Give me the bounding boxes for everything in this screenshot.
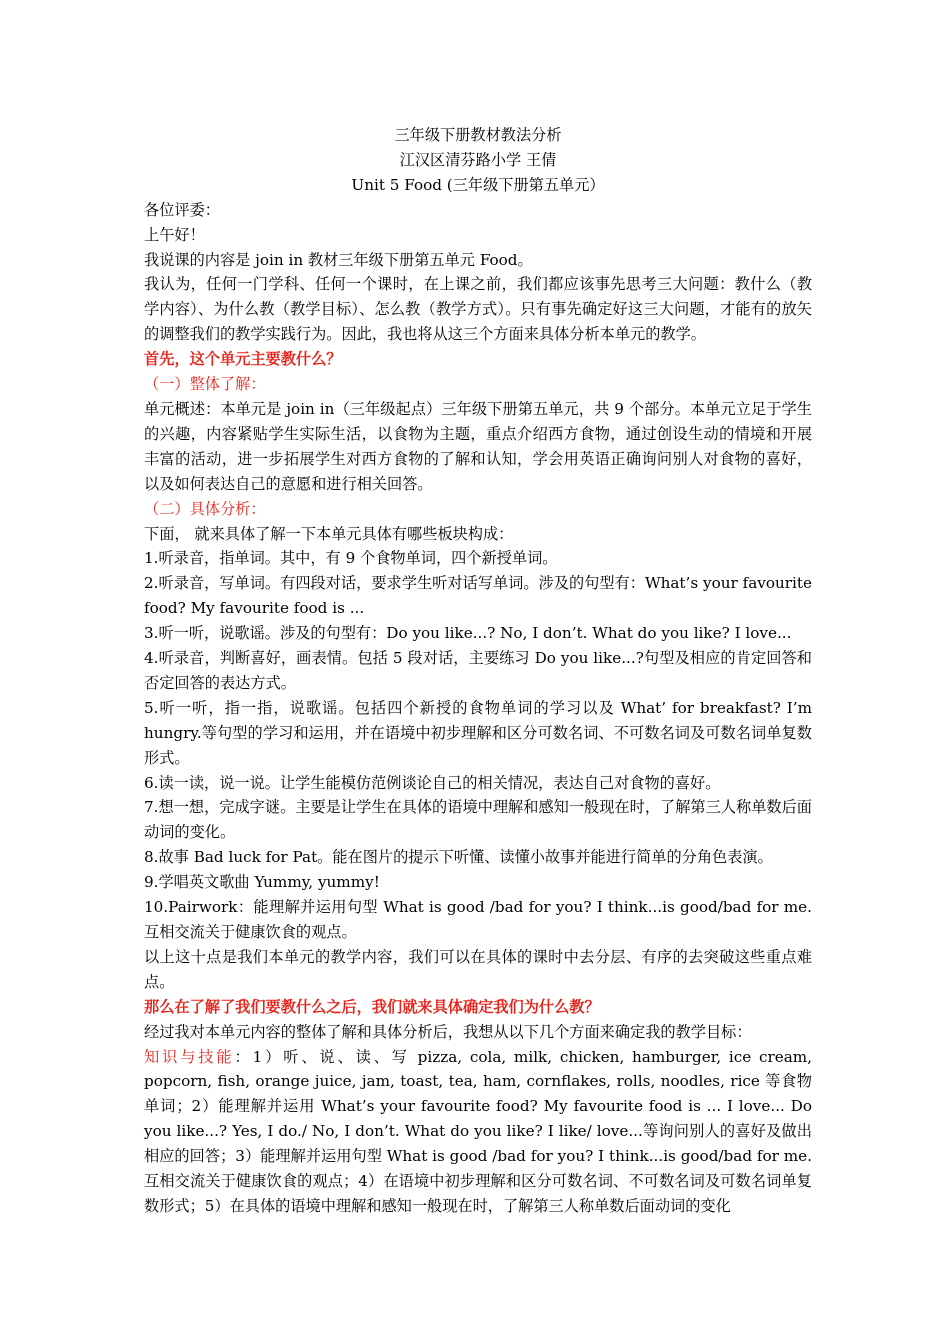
list-item: 3.听一听，说歌谣。涉及的句型有：Do you like...? No, I don’t. What do you like? I love... <box>144 624 792 643</box>
section-heading-why: 那么在了解了我们要教什么之后，我们就来具体确定我们为什么教？ <box>144 997 600 1016</box>
subheading-detail: （二）具体分析： <box>144 499 266 518</box>
morning-greeting: 上午好！ <box>144 225 205 244</box>
unit-line: Unit 5 Food (三年级下册第五单元） <box>351 175 605 194</box>
overview-paragraph: 单元概述：本单元是 join in（三年级起点）三年级下册第五单元，共 9 个部分。本单元立足于学生的兴趣，内容紧贴学生实际生活，以食物为主题，重点介绍西方食物，通过创设生动的情境和开展丰富的活动，进一步拓展学生对西方食物的了解和认知，学会用英语正确询问别人对食物的喜好，以及如何表达自己的意愿和进行相关回答。 <box>144 399 812 493</box>
knowledge-skills-paragraph <box>144 1045 812 1219</box>
goals-intro: 经过我对本单元内容的整体了解和具体分析后，我想从以下几个方面来确定我的教学目标： <box>144 1022 752 1041</box>
subheading-overview: （一）整体了解： <box>144 375 266 394</box>
document-title: 三年级下册教材教法分析 <box>394 126 562 144</box>
list-item: 9.学唱英文歌曲 Yummy, yummy! <box>144 873 380 892</box>
section-heading-what: 首先，这个单元主要教什么？ <box>144 350 342 369</box>
document-page <box>144 123 812 1219</box>
list-item: 6.读一读，说一说。让学生能模仿范例谈论自己的相关情况，表达自己对食物的喜好。 <box>144 773 721 792</box>
knowledge-skills-label: 知识与技能 <box>144 1047 235 1066</box>
summary-paragraph: 以上这十点是我们本单元的教学内容，我们可以在具体的课时中去分层、有序的去突破这些重点难点。 <box>144 947 812 991</box>
list-item: 7.想一想，完成字谜。主要是让学生在具体的语境中理解和感知一般现在时，了解第三人称单数后面动词的变化。 <box>144 798 812 842</box>
three-questions-paragraph: 我认为，任何一门学科、任何一个课时，在上课之前，我们都应该事先思考三大问题：教什么（教学内容）、为什么教（教学目标）、怎么教（教学方式）。只有事先确定好这三大问题，才能有的放矢的调整我们的教学实践行为。因此，我也将从这三个方面来具体分析本单元的教学。 <box>144 275 812 344</box>
list-item: 4.听录音，判断喜好，画表情。包括 5 段对话，主要练习 Do you like...?句型及相应的肯定回答和否定回答的表达方式。 <box>144 649 812 692</box>
list-item: 1.听录音，指单词。其中，有 9 个食物单词，四个新授单词。 <box>144 549 558 568</box>
detail-intro: 下面， 就来具体了解一下本单元具体有哪些板块构成： <box>144 524 514 543</box>
greeting: 各位评委： <box>144 200 220 219</box>
knowledge-skills-text: ：1）听、说、读、写 pizza, cola, milk, chicken, hamburger, ice cream, popcorn, fish, orange juice, jam, toast, tea, ham, cornflakes, rolls, noodles, rice 等食物单词；2）能理解并运用 What’s your favourite food? My favourite food is ... I love... Do you like...? Yes, I do./ No, I don’t. What do you like? I like/ love...等询问别人的喜好及做出相应的回答；3）能理解并运用句型 What is good /bad for you? I think...is good/bad for me. 互相交流关于健康饮食的观点；4）在语境中初步理解和区分可数名词、不可数名词及可数名词单复数形式；5）在具体的语境中理解和感知一般现在时，了解第三人称单数后面动词的变化 <box>144 1047 812 1215</box>
list-item: 8.故事 Bad luck for Pat。能在图片的提示下听懂、读懂小故事并能进行简单的分角色表演。 <box>144 848 773 867</box>
list-item: 2.听录音，写单词。有四段对话，要求学生听对话写单词。涉及的句型有：What’s your favourite food? My favourite food is ... <box>144 574 812 618</box>
list-item: 10.Pairwork：能理解并运用句型 What is good /bad for you? I think...is good/bad for me. 互相交流关于健康饮食的观点。 <box>144 898 812 941</box>
author-line: 江汉区清芬路小学 王倩 <box>399 150 557 169</box>
intro-paragraph: 我说课的内容是 join in 教材三年级下册第五单元 Food。 <box>144 250 533 269</box>
list-item: 5.听一听，指一指，说歌谣。包括四个新授的食物单词的学习以及 What’ for breakfast? I’m hungry.等句型的学习和运用，并在语境中初步理解和区分可数名词、不可数名词及可数名词单复数形式。 <box>144 698 812 767</box>
